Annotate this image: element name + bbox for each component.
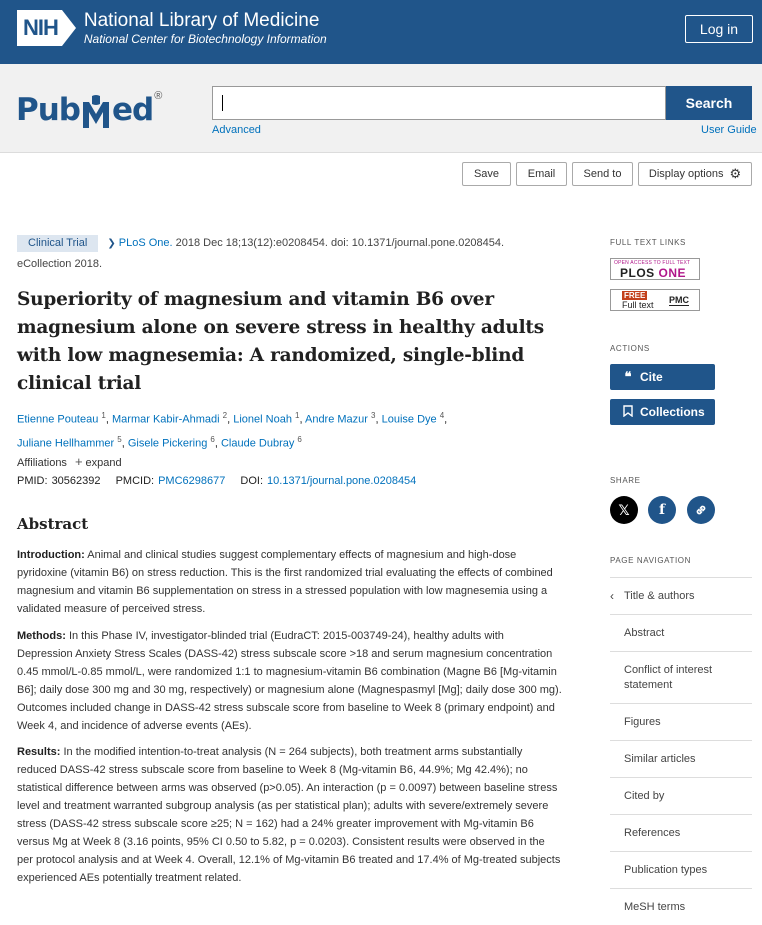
pmc-full-text: Full text xyxy=(622,300,654,310)
clinical-trial-badge[interactable]: Clinical Trial xyxy=(17,235,98,252)
x-share-icon[interactable]: 𝕏 xyxy=(610,496,638,524)
author-link[interactable]: Juliane Hellhammer xyxy=(17,437,115,450)
pmcid-link[interactable]: PMC6298677 xyxy=(158,475,226,487)
logo-registered: ® xyxy=(154,90,163,102)
search-button[interactable]: Search xyxy=(666,86,752,120)
nav-item-label: Cited by xyxy=(624,789,665,802)
nav-title-authors[interactable] xyxy=(610,577,752,614)
results-text: In the modified intention-to-treat analysis (N = 264 subjects), both treatment arms substantially reduced DASS-42 stress subscale score from baseline to Week 8 (Mg-vitamin B6, 44.9%; Mg 42.4%); no statistical difference between arms was observed (p>0.05). An interaction (p = 0.0097) between baseline stress level and treatment warranted subgroup analysis (as per statistical plan); adults with severe/extremely severe stress (DASS-42 stress subscale score ≥25; N = 162) had a 24% greater improvement with Mg-vitamin B6 versus Mg at Week 8 (3.16 points, 95% CI 0.50 to 5.82, p = 0.0203). Consistent results were observed in the per protocol analysis and at Week 4. Overall, 12.1% of Mg-vitamin B6 treated and 17.4% of Mg-treated subjects experienced AEs potentially treatment related. xyxy=(17,746,561,884)
share-label: SHARE xyxy=(610,476,641,485)
results-label: Results: xyxy=(17,746,61,758)
abstract-methods xyxy=(17,627,562,735)
methods-text: In this Phase IV, investigator-blinded trial (EudraCT: 2015-003749-24), healthy adults with Depression Anxiety Stress Scales (DASS-42) stress subscale score >18 and serum magnesium concentration 0.45 mmol/L-0.85 mmol/L, were randomized 1:1 to magnesium-vitamin B6 combination (Magne B6 [Mg-vitamin B6]; daily dose 300 mg and 30 mg, respectively) or magnesium alone (Magnespasmyl [Mg]; daily dose 300 mg). Outcomes included change in DASS-42 stress subscale score from baseline to Week 8 (primary endpoint) and Week 4, and incidence of adverse events (AEs). xyxy=(17,630,562,732)
nih-banner xyxy=(0,0,762,64)
login-button[interactable]: Log in xyxy=(685,15,753,43)
author-link[interactable]: Lionel Noah xyxy=(233,413,292,426)
advanced-search-link[interactable]: Advanced xyxy=(212,124,261,136)
author-link[interactable]: Andre Mazur xyxy=(304,413,368,426)
full-text-links-label: FULL TEXT LINKS xyxy=(610,238,686,247)
plos-text: PLOS xyxy=(620,266,655,280)
nih-logo[interactable] xyxy=(17,10,327,46)
display-options-label: Display options xyxy=(648,168,724,180)
quote-icon: ❝ xyxy=(624,369,632,384)
text-cursor xyxy=(222,95,223,111)
display-options-button[interactable] xyxy=(638,162,752,186)
plus-icon[interactable]: + xyxy=(74,454,83,469)
plos-one-text: ONE xyxy=(654,266,687,280)
intro-text: Animal and clinical studies suggest complementary effects of magnesium and high-dose pyridoxine (vitamin B6) on stress reduction. This is the first randomized trial evaluating the effects of combined magnesium and vitamin B6 supplementation on stress in a stressed population with low magnesemia using a validated measure of perceived stress. xyxy=(17,549,553,615)
pmid-label: PMID: xyxy=(17,475,48,487)
author-link[interactable]: Etienne Pouteau xyxy=(17,413,99,426)
search-input[interactable] xyxy=(212,86,666,120)
author-link[interactable]: Gisele Pickering xyxy=(127,437,208,450)
doi-link[interactable]: 10.1371/journal.pone.0208454 xyxy=(267,475,417,487)
author-sup[interactable]: 3 xyxy=(371,411,376,420)
pubmed-m-icon xyxy=(81,94,111,128)
nav-references[interactable] xyxy=(610,814,752,851)
actions-label: ACTIONS xyxy=(610,344,650,353)
abstract-introduction xyxy=(17,546,562,618)
author-sup[interactable]: 5 xyxy=(117,434,122,444)
send-to-button[interactable]: Send to xyxy=(572,162,633,186)
abstract-heading: Abstract xyxy=(17,515,89,533)
nav-item-label: MeSH terms xyxy=(624,900,686,913)
cite-label: Cite xyxy=(640,370,663,384)
expand-affiliations-button[interactable]: expand xyxy=(85,457,122,469)
affiliations-row xyxy=(17,454,122,469)
nav-publication-types[interactable] xyxy=(610,851,752,888)
nav-item-label: Figures xyxy=(624,715,661,728)
pmc-free-full-text-link[interactable] xyxy=(610,289,700,311)
nav-similar-articles[interactable] xyxy=(610,740,752,777)
nav-mesh-terms[interactable] xyxy=(610,888,752,925)
chevron-right-icon: ❯ xyxy=(107,238,116,249)
pmid-value: 30562392 xyxy=(51,475,101,487)
page-navigation-label: PAGE NAVIGATION xyxy=(610,556,692,565)
logo-pub-text: Pub xyxy=(16,92,80,128)
author-link[interactable]: Claude Dubray xyxy=(220,437,295,450)
user-guide-link[interactable]: User Guide xyxy=(701,124,757,136)
author-list: Etienne Pouteau $^1$, Marmar Kabir-Ahmadi $^2$, Lionel Noah $^1$, Andre Mazur $^3$, Louise Dye $^4$, Juliane Hellhammer $^5$, Gisele Pickering $^6$, Claude Dubray $^6$ xyxy=(17,411,448,450)
nav-item-label: Title & authors xyxy=(624,589,695,602)
nav-abstract[interactable] xyxy=(610,614,752,651)
plos-one-logo xyxy=(620,266,686,280)
plos-open-access-text: OPEN ACCESS TO FULL TEXT xyxy=(614,260,691,266)
nav-item-label: Publication types xyxy=(624,863,708,876)
article-meta xyxy=(17,233,567,274)
nav-item-label: Similar articles xyxy=(624,752,696,765)
save-button[interactable]: Save xyxy=(462,162,511,186)
ncbi-subtitle: National Center for Biotechnology Information xyxy=(83,32,327,46)
nih-arrow-icon xyxy=(62,10,76,46)
intro-label: Introduction: xyxy=(17,549,85,561)
pmc-free-tag: FREE xyxy=(624,291,646,300)
collections-button[interactable] xyxy=(610,399,715,425)
ecollection-text: eCollection 2018. xyxy=(17,258,103,270)
page-navigation-list xyxy=(610,577,752,925)
logo-med-text: ed xyxy=(111,92,154,128)
journal-link[interactable]: PLoS One. xyxy=(118,237,173,249)
nav-conflict-of-interest[interactable] xyxy=(610,651,752,703)
nlm-title: National Library of Medicine xyxy=(83,10,320,31)
pmcid-label: PMCID: xyxy=(115,475,155,487)
facebook-share-icon[interactable]: f xyxy=(648,496,676,524)
abstract-results xyxy=(17,743,562,887)
plos-one-full-text-link[interactable] xyxy=(610,258,700,280)
affiliations-label: Affiliations xyxy=(17,457,67,469)
methods-label: Methods: xyxy=(17,630,66,642)
citation-text: 2018 Dec 18;13(12):e0208454. doi: 10.1371/journal.pone.0208454. xyxy=(175,237,505,249)
cite-button[interactable] xyxy=(610,364,715,390)
nih-abbrev: NIH xyxy=(17,10,62,46)
pubmed-logo[interactable] xyxy=(16,84,162,128)
author-link[interactable]: Louise Dye xyxy=(381,413,437,426)
doi-label: DOI: xyxy=(240,475,264,487)
search-header xyxy=(0,64,762,153)
author-sup[interactable]: 4 xyxy=(439,411,445,420)
author-sup[interactable]: 6 xyxy=(297,434,302,444)
identifiers-row xyxy=(17,475,416,487)
article-title: Superiority of magnesium and vitamin B6 over magnesium alone on severe stress in healthy adults with low magnesemia: A randomized, single-blind clinical trial xyxy=(17,289,544,394)
email-button[interactable]: Email xyxy=(516,162,567,186)
author-sup[interactable]: 1 xyxy=(295,411,300,420)
bookmark-icon xyxy=(616,405,640,420)
nav-item-label: References xyxy=(624,826,681,839)
pmc-logo-text: PMC xyxy=(669,295,689,305)
gear-icon: ⚙ xyxy=(729,166,742,181)
nav-cited-by[interactable] xyxy=(610,777,752,814)
collections-label: Collections xyxy=(640,405,705,419)
nav-figures[interactable] xyxy=(610,703,752,740)
author-link[interactable]: Marmar Kabir-Ahmadi xyxy=(112,413,220,426)
nav-item-label: Abstract xyxy=(624,626,665,639)
nav-item-label: Conflict of interest statement xyxy=(624,663,713,691)
author-sup[interactable]: 1 xyxy=(101,411,106,420)
link-share-icon[interactable] xyxy=(687,496,715,524)
chevron-left-icon: ‹ xyxy=(610,588,614,603)
author-sup[interactable]: 2 xyxy=(222,411,228,420)
author-sup[interactable]: 6 xyxy=(210,434,215,444)
